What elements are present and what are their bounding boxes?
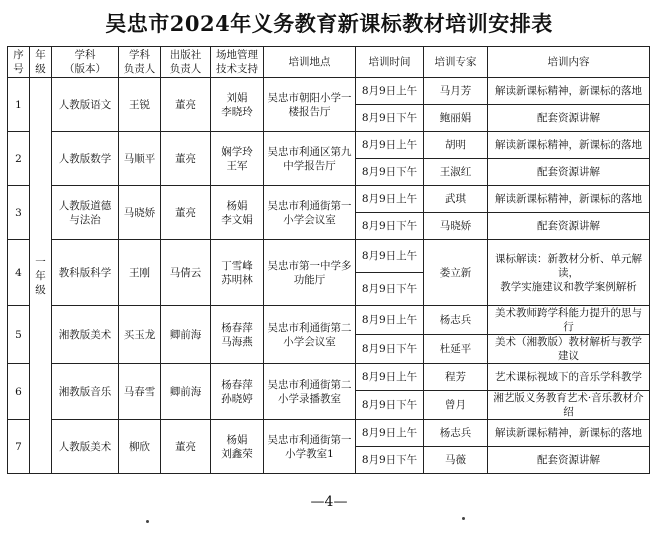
time-cell: 8月9日上午 (356, 240, 424, 273)
expert-cell: 杨志兵 (424, 420, 488, 447)
support-cell: 刘娟 李晓玲 (211, 78, 264, 132)
subject-lead-cell: 王锐 (119, 78, 161, 132)
header-row (8, 47, 650, 78)
content-cell: 解读新课标精神，新课标的落地 (488, 186, 650, 213)
seq-cell: 7 (8, 420, 30, 474)
table-row (8, 240, 650, 273)
header-venue-support: 场地管理 技术支持 (211, 47, 264, 78)
location-cell: 吴忠市第一中学多 功能厅 (264, 240, 356, 306)
content-cell: 解读新课标精神，新课标的落地 (488, 420, 650, 447)
scan-speck (146, 520, 149, 523)
location-cell: 吴忠市利通街第二 小学会议室 (264, 306, 356, 364)
location-cell: 吴忠市朝阳小学一 楼报告厅 (264, 78, 356, 132)
location-cell: 吴忠市利通区第九 中学报告厅 (264, 132, 356, 186)
content-cell: 美术教师跨学科能力提升的思与行 (488, 306, 650, 335)
support-cell: 杨娟 李文娟 (211, 186, 264, 240)
subject-lead-cell: 柳欣 (119, 420, 161, 474)
time-cell: 8月9日下午 (356, 335, 424, 364)
subject-cell: 人教版美术 (52, 420, 119, 474)
support-cell: 娴学玲 王军 (211, 132, 264, 186)
seq-cell: 6 (8, 364, 30, 420)
expert-cell: 杨志兵 (424, 306, 488, 335)
expert-cell: 胡明 (424, 132, 488, 159)
header-subject: 学科 （版本） (52, 47, 119, 78)
seq-cell: 5 (8, 306, 30, 364)
subject-lead-cell: 王刚 (119, 240, 161, 306)
content-cell: 课标解读：新教材分析、单元解读， 教学实施建议和教学案例解析 (488, 240, 650, 306)
time-cell: 8月9日上午 (356, 306, 424, 335)
publisher-lead-cell: 董亮 (161, 420, 211, 474)
scan-speck (462, 517, 465, 520)
table-row (8, 306, 650, 335)
content-cell: 美术（湘教版）教材解析与教学建议 (488, 335, 650, 364)
header-subject-lead: 学科 负责人 (119, 47, 161, 78)
seq-cell: 2 (8, 132, 30, 186)
grade-label: 一年级 (35, 255, 46, 296)
time-cell: 8月9日上午 (356, 132, 424, 159)
subject-cell: 教科版科学 (52, 240, 119, 306)
expert-cell: 马月芳 (424, 78, 488, 105)
content-cell: 配套资源讲解 (488, 447, 650, 474)
time-cell: 8月9日上午 (356, 364, 424, 391)
table-row (8, 186, 650, 213)
grade-cell (30, 78, 52, 474)
subject-lead-cell: 马顺平 (119, 132, 161, 186)
support-cell: 杨春萍 马海燕 (211, 306, 264, 364)
content-cell: 艺术课标视域下的音乐学科教学 (488, 364, 650, 391)
header-time: 培训时间 (356, 47, 424, 78)
header-location: 培训地点 (264, 47, 356, 78)
publisher-lead-cell: 马倩云 (161, 240, 211, 306)
subject-lead-cell: 马晓娇 (119, 186, 161, 240)
subject-cell: 湘教版音乐 (52, 364, 119, 420)
table-row (8, 132, 650, 159)
time-cell: 8月9日下午 (356, 105, 424, 132)
publisher-lead-cell: 卿前海 (161, 306, 211, 364)
content-cell: 解读新课标精神，新课标的落地 (488, 132, 650, 159)
header-grade: 年 级 (30, 47, 52, 78)
page-number: —4— (310, 494, 348, 510)
table-row (8, 364, 650, 391)
time-cell: 8月9日下午 (356, 447, 424, 474)
header-content: 培训内容 (488, 47, 650, 78)
support-cell: 杨春萍 孙晓婷 (211, 364, 264, 420)
document-title: 吴忠市2024年义务教育新课标教材培训安排表 (105, 11, 553, 36)
time-cell: 8月9日下午 (356, 159, 424, 186)
content-cell: 配套资源讲解 (488, 105, 650, 132)
time-cell: 8月9日上午 (356, 78, 424, 105)
content-cell: 配套资源讲解 (488, 159, 650, 186)
expert-cell: 马薇 (424, 447, 488, 474)
subject-cell: 人教版数学 (52, 132, 119, 186)
header-seq: 序 号 (8, 47, 30, 78)
expert-cell: 程芳 (424, 364, 488, 391)
expert-cell: 王淑红 (424, 159, 488, 186)
publisher-lead-cell: 董亮 (161, 186, 211, 240)
seq-cell: 4 (8, 240, 30, 306)
header-publisher-lead: 出版社 负责人 (161, 47, 211, 78)
location-cell: 吴忠市利通街第一 小学会议室 (264, 186, 356, 240)
seq-cell: 3 (8, 186, 30, 240)
expert-cell: 曾月 (424, 391, 488, 420)
location-cell: 吴忠市利通街第二 小学录播教室 (264, 364, 356, 420)
content-cell: 解读新课标精神，新课标的落地 (488, 78, 650, 105)
content-cell: 湘艺版义务教育艺术·音乐教材介绍 (488, 391, 650, 420)
publisher-lead-cell: 卿前海 (161, 364, 211, 420)
subject-cell: 人教版语文 (52, 78, 119, 132)
expert-cell: 鲍丽娟 (424, 105, 488, 132)
subject-lead-cell: 马春雪 (119, 364, 161, 420)
table-row (8, 78, 650, 105)
time-cell: 8月9日上午 (356, 186, 424, 213)
support-cell: 丁雪峰 苏明林 (211, 240, 264, 306)
training-schedule-table (7, 46, 650, 474)
expert-cell: 马晓娇 (424, 213, 488, 240)
seq-cell: 1 (8, 78, 30, 132)
time-cell: 8月9日下午 (356, 391, 424, 420)
support-cell: 杨娟 刘鑫荣 (211, 420, 264, 474)
time-cell: 8月9日下午 (356, 213, 424, 240)
header-expert: 培训专家 (424, 47, 488, 78)
table-row (8, 420, 650, 447)
publisher-lead-cell: 董亮 (161, 78, 211, 132)
expert-cell: 杜延平 (424, 335, 488, 364)
subject-lead-cell: 买玉龙 (119, 306, 161, 364)
subject-cell: 湘教版美术 (52, 306, 119, 364)
time-cell: 8月9日下午 (356, 273, 424, 306)
content-cell: 配套资源讲解 (488, 213, 650, 240)
time-cell: 8月9日上午 (356, 420, 424, 447)
subject-cell: 人教版道德 与法治 (52, 186, 119, 240)
location-cell: 吴忠市利通街第一 小学教室1 (264, 420, 356, 474)
publisher-lead-cell: 董亮 (161, 132, 211, 186)
expert-cell: 娄立新 (424, 240, 488, 306)
expert-cell: 武琪 (424, 186, 488, 213)
